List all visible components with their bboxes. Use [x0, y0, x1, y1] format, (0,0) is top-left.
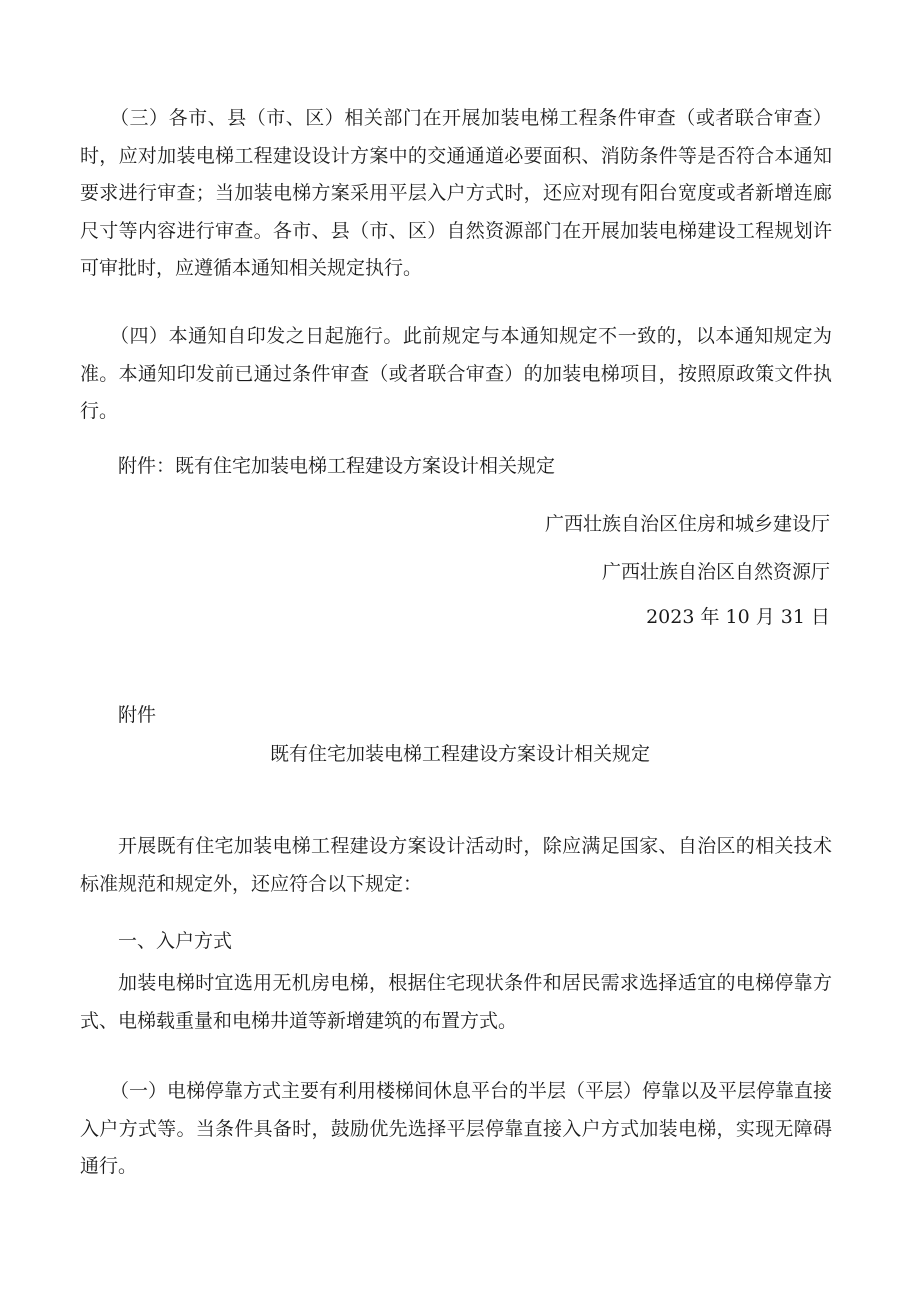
section-1-heading: 一、入户方式: [118, 930, 233, 952]
notice-item-3: （三）各市、县（市、区）相关部门在开展加装电梯工程条件审查（或者联合审查）时，应对加装电梯工程建设设计方案中的交通通道必要面积、消防条件等是否符合本通知要求进行审查；当加装电梯方案采用平层入户方式时，还应对现有阳台宽度或者新增连廊尺寸等内容进行审查。各市、县（市、区）自然资源部门在开展加装电梯建设工程规划许可审批时，应遵循本通知相关规定执行。: [80, 107, 832, 279]
attachment-reference: 附件：既有住宅加装电梯工程建设方案设计相关规定: [118, 455, 556, 477]
issue-date: 2023 年 10 月 31 日: [646, 606, 830, 628]
issuer-natural-resources-department: 广西壮族自治区自然资源厅: [601, 561, 830, 583]
attachment-title: 既有住宅加装电梯工程建设方案设计相关规定: [269, 743, 650, 765]
issuer-housing-department: 广西壮族自治区住房和城乡建设厅: [544, 513, 830, 535]
notice-item-4: （四）本通知自印发之日起施行。此前规定与本通知规定不一致的，以本通知规定为准。本通知印发前已通过条件审查（或者联合审查）的加装电梯项目，按照原政策文件执行。: [80, 325, 832, 422]
section-1-item-1: （一）电梯停靠方式主要有利用楼梯间休息平台的半层（平层）停靠以及平层停靠直接入户方式等。当条件具备时，鼓励优先选择平层停靠直接入户方式加装电梯，实现无障碍通行。: [80, 1080, 833, 1177]
section-1-text: 加装电梯时宜选用无机房电梯，根据住宅现状条件和居民需求选择适宜的电梯停靠方式、电梯载重量和电梯井道等新增建筑的布置方式。: [80, 972, 832, 1032]
attachment-label: 附件: [118, 704, 157, 726]
attachment-intro: 开展既有住宅加装电梯工程建设方案设计活动时，除应满足国家、自治区的相关技术标准规范和规定外，还应符合以下规定：: [80, 835, 832, 895]
